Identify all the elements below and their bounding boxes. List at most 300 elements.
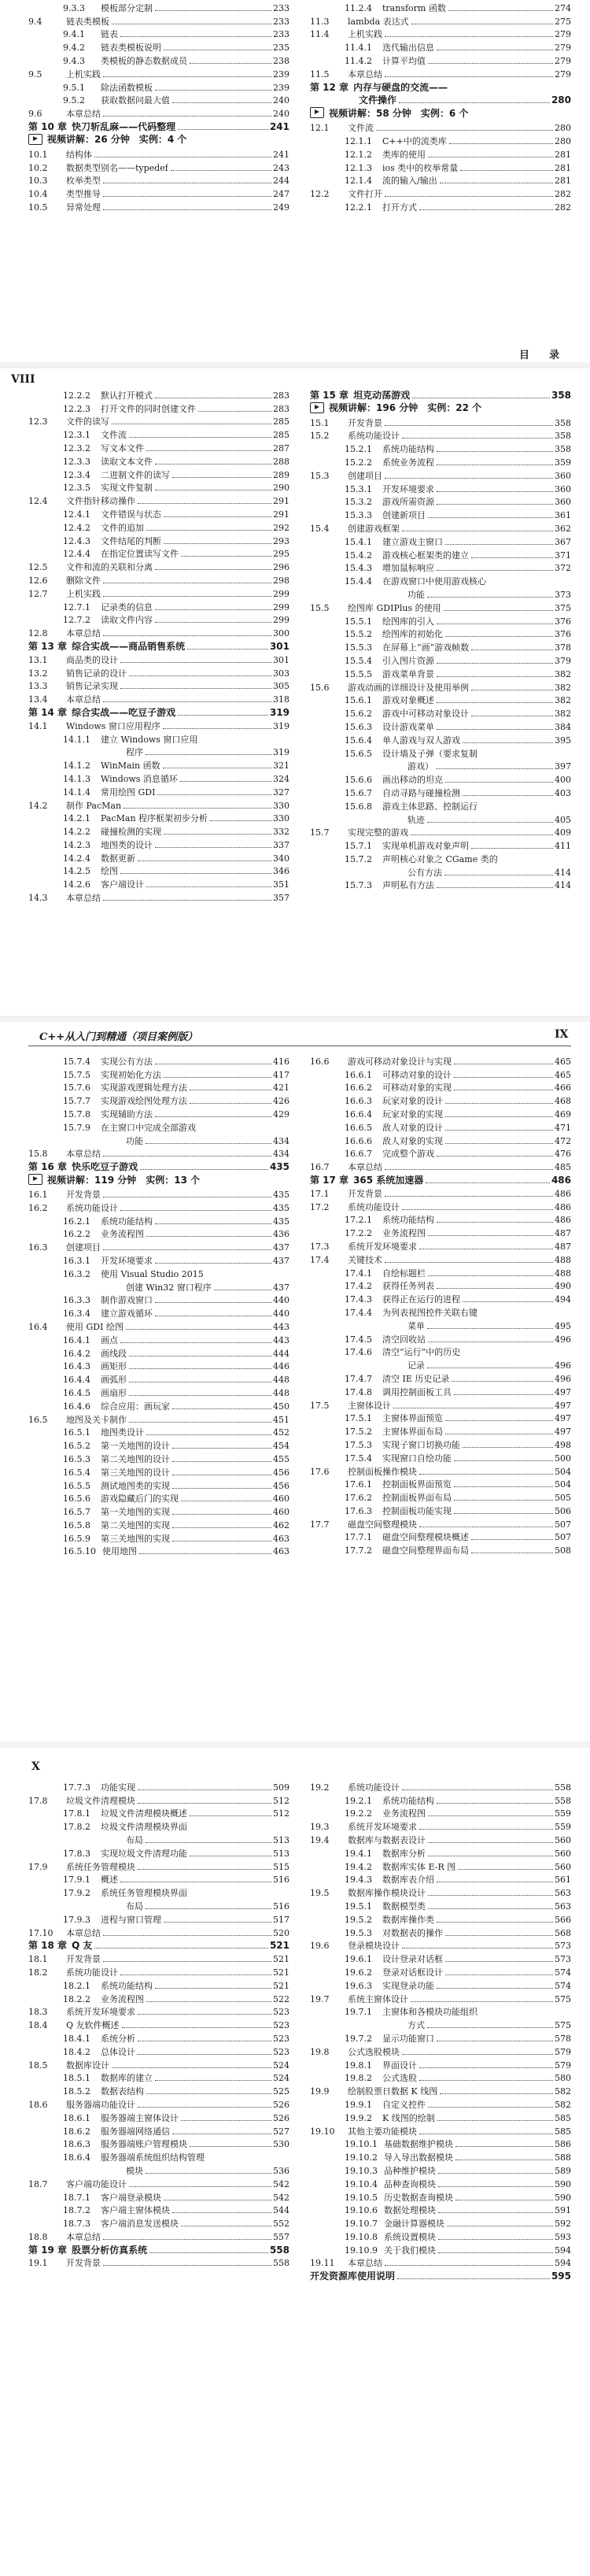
toc-section-entry[interactable] [28, 1412, 289, 1425]
toc-subsection-entry[interactable] [28, 2149, 289, 2163]
toc-subsection-entry[interactable] [28, 1544, 289, 1557]
toc-subsection-entry[interactable] [28, 1819, 289, 1832]
toc-subsection-entry[interactable] [28, 1872, 289, 1886]
toc-section-entry[interactable] [310, 2123, 571, 2137]
toc-section-entry[interactable] [310, 1885, 571, 1898]
toc-subsection-entry[interactable] [28, 1305, 289, 1319]
toc-entry-title: 结构体 [66, 149, 92, 160]
toc-subsection-entry[interactable] [310, 2242, 571, 2256]
toc-section-entry[interactable] [28, 2229, 289, 2242]
toc-section-entry[interactable] [310, 600, 571, 613]
toc-subsection-entry[interactable] [310, 1080, 571, 1094]
toc-section-entry[interactable] [310, 428, 571, 442]
toc-section-entry[interactable] [28, 586, 289, 599]
toc-section-entry[interactable] [310, 1186, 571, 1199]
toc-page-number: 281 [555, 176, 571, 187]
toc-subsection-entry[interactable] [310, 1411, 571, 1424]
toc-subsection-entry[interactable] [28, 1885, 289, 1898]
toc-subsection-entry[interactable] [28, 771, 289, 784]
toc-subsection-entry[interactable] [28, 2203, 289, 2216]
toc-subsection-entry[interactable] [310, 1345, 571, 1358]
toc-subsection-entry[interactable] [28, 1359, 289, 1372]
toc-subsection-entry[interactable] [28, 480, 289, 494]
toc-subsection-entry[interactable] [310, 639, 571, 653]
toc-section-entry[interactable] [310, 468, 571, 481]
toc-subsection-entry[interactable] [28, 2123, 289, 2137]
toc-subsection-entry[interactable] [28, 850, 289, 864]
toc-section-entry[interactable] [28, 2017, 289, 2030]
toc-entry-title: 链表类模板 [66, 16, 109, 27]
toc-page-number: 395 [555, 735, 571, 746]
toc-subsection-entry[interactable] [310, 2004, 571, 2018]
toc-subsection-entry[interactable] [310, 1806, 571, 1819]
toc-subsection-entry[interactable] [28, 731, 289, 745]
toc-subsection-entry[interactable] [310, 1331, 571, 1345]
toc-subsection-entry[interactable] [28, 506, 289, 520]
toc-section-entry[interactable] [310, 1779, 571, 1793]
toc-subsection-entry[interactable] [310, 1978, 571, 1991]
toc-entry-title: 计算平均值 [382, 55, 426, 66]
toc-section-entry[interactable] [310, 120, 571, 133]
toc-subsection-entry[interactable] [310, 573, 571, 587]
toc-entry-number: 10.1 [28, 149, 48, 160]
toc-subsection-entry[interactable] [28, 467, 289, 480]
toc-entry-title: 测试地图类的实现 [101, 1480, 170, 1491]
toc-subsection-entry[interactable] [310, 1542, 571, 1556]
toc-section-entry[interactable] [310, 1938, 571, 1952]
toc-section-entry[interactable] [28, 2256, 289, 2269]
toc-subsection-entry[interactable] [310, 1265, 571, 1279]
toc-subsection-entry[interactable] [310, 2071, 571, 2084]
toc-subsection-entry[interactable] [310, 2017, 571, 2030]
toc-subsection-entry[interactable] [310, 1423, 571, 1437]
toc-section-entry[interactable] [310, 2044, 571, 2057]
toc-entry-number: 10.3 [28, 176, 48, 187]
toc-section-entry[interactable] [28, 625, 289, 638]
toc-subsection-entry[interactable] [310, 2057, 571, 2071]
toc-subsection-entry[interactable] [28, 1106, 289, 1120]
toc-subsection-entry[interactable] [28, 1053, 289, 1067]
toc-leader-dots [385, 1169, 553, 1170]
toc-section-entry[interactable] [28, 1859, 289, 1872]
toc-section-entry[interactable] [28, 572, 289, 586]
toc-subsection-entry[interactable] [28, 453, 289, 467]
toc-subsection-entry[interactable] [28, 1991, 289, 2004]
toc-subsection-entry[interactable] [28, 1266, 289, 1279]
toc-subsection-entry[interactable] [28, 2044, 289, 2057]
toc-entry-number: 17.9.2 [63, 1888, 90, 1899]
toc-entry-number: 12.2 [310, 189, 330, 200]
toc-entry-number: 17.4.4 [345, 1307, 372, 1318]
toc-section-entry[interactable] [28, 1200, 289, 1213]
toc-subsection-entry[interactable] [28, 1779, 289, 1793]
toc-subsection-entry[interactable] [310, 1093, 571, 1106]
toc-subsection-entry[interactable] [310, 1912, 571, 1925]
toc-column-left [28, 0, 289, 213]
toc-entry-title: 创建游戏框架 [348, 523, 400, 534]
toc-section-entry[interactable] [310, 825, 571, 838]
toc-subsection-entry[interactable] [28, 401, 289, 414]
toc-subsection-entry[interactable] [28, 520, 289, 533]
toc-section-entry[interactable] [28, 1793, 289, 1806]
toc-subsection-entry[interactable] [310, 507, 571, 520]
toc-leader-dots [454, 1394, 553, 1395]
toc-subsection-entry[interactable] [28, 599, 289, 613]
toc-subsection-entry[interactable] [310, 1067, 571, 1080]
toc-section-entry[interactable] [310, 520, 571, 534]
toc-section-entry[interactable] [28, 199, 289, 213]
toc-subsection-entry[interactable] [310, 1793, 571, 1806]
toc-section-entry[interactable] [28, 2176, 289, 2189]
toc-subsection-entry[interactable] [28, 387, 289, 401]
toc-page-number: 521 [273, 1954, 289, 1965]
toc-section-entry[interactable] [310, 1238, 571, 1252]
toc-subsection-entry[interactable] [28, 427, 289, 440]
toc-subsection-entry[interactable] [28, 2030, 289, 2044]
toc-section-entry[interactable] [28, 66, 289, 80]
toc-chapter-entry[interactable] [28, 1938, 289, 1952]
toc-subsection-entry[interactable] [310, 798, 571, 812]
toc-subsection-entry[interactable] [28, 2137, 289, 2150]
toc-section-entry[interactable] [28, 1319, 289, 1332]
toc-section-entry[interactable] [310, 13, 571, 27]
toc-leader-dots [438, 2252, 553, 2253]
toc-subsection-entry[interactable] [310, 1503, 571, 1516]
toc-subsection-entry[interactable] [310, 2149, 571, 2163]
toc-chapter-entry[interactable] [310, 93, 571, 106]
toc-subsection-entry[interactable] [28, 784, 289, 798]
toc-subsection-entry[interactable] [310, 2189, 571, 2203]
toc-subsection-entry[interactable] [310, 534, 571, 547]
toc-section-entry[interactable] [310, 1991, 571, 2004]
toc-subsection-entry[interactable] [28, 876, 289, 890]
toc-subsection-entry[interactable] [28, 546, 289, 560]
toc-subsection-entry[interactable] [28, 1464, 289, 1478]
toc-subsection-entry[interactable] [310, 627, 571, 640]
toc-section-entry[interactable] [310, 1832, 571, 1845]
toc-subsection-entry[interactable] [28, 39, 289, 53]
toc-entry-title: 文件的读写 [66, 416, 109, 427]
toc-subsection-entry[interactable] [310, 1872, 571, 1886]
toc-subsection-entry[interactable] [310, 1371, 571, 1384]
toc-section-entry[interactable] [28, 1925, 289, 1938]
toc-entry-title: 实现辅助方法 [101, 1108, 153, 1120]
toc-subsection-entry[interactable] [310, 1845, 571, 1859]
toc-subsection-entry[interactable] [28, 1080, 289, 1094]
toc-subsection-entry[interactable] [310, 481, 571, 494]
toc-subsection-entry[interactable] [310, 1859, 571, 1872]
toc-subsection-entry[interactable] [28, 1385, 289, 1398]
toc-subsection-entry[interactable] [28, 1806, 289, 1819]
toc-subsection-entry[interactable] [310, 1225, 571, 1238]
toc-subsection-entry[interactable] [310, 1106, 571, 1120]
toc-leader-dots [190, 63, 271, 64]
toc-subsection-entry[interactable] [310, 561, 571, 574]
toc-section-entry[interactable] [310, 2256, 571, 2269]
toc-section-entry[interactable] [28, 798, 289, 811]
toc-subsection-entry[interactable] [310, 2097, 571, 2110]
toc-subsection-entry[interactable] [310, 666, 571, 679]
toc-column-right [310, 0, 571, 213]
toc-page-number: 279 [555, 55, 571, 66]
toc-subsection-entry[interactable] [310, 199, 571, 213]
toc-section-entry[interactable] [28, 2004, 289, 2018]
toc-subsection-entry[interactable] [28, 837, 289, 850]
toc-subsection-entry[interactable] [28, 757, 289, 771]
toc-subsection-entry[interactable] [28, 1491, 289, 1505]
toc-section-entry[interactable] [310, 186, 571, 199]
toc-section-entry[interactable] [28, 679, 289, 692]
toc-subsection-entry[interactable] [310, 851, 571, 864]
toc-subsection-entry[interactable] [310, 772, 571, 785]
toc-entry-title: 方式 [407, 2020, 425, 2031]
toc-subsection-entry[interactable] [310, 812, 571, 825]
toc-leader-dots [103, 76, 271, 77]
toc-section-entry[interactable] [28, 652, 289, 665]
toc-chapter-entry[interactable] [310, 80, 571, 93]
toc-subsection-entry[interactable] [28, 1332, 289, 1345]
toc-subsection-entry[interactable] [310, 0, 571, 13]
toc-subsection-entry[interactable] [28, 1478, 289, 1491]
toc-subsection-entry[interactable] [310, 441, 571, 454]
toc-section-entry[interactable] [28, 493, 289, 506]
toc-chapter-entry[interactable] [28, 638, 289, 652]
toc-subsection-entry[interactable] [28, 1093, 289, 1106]
toc-subsection-entry[interactable] [310, 39, 571, 53]
toc-section-entry[interactable] [28, 414, 289, 427]
toc-subsection-entry[interactable] [310, 2203, 571, 2216]
toc-subsection-entry[interactable] [310, 1291, 571, 1305]
toc-subsection-entry[interactable] [310, 1133, 571, 1146]
toc-subsection-entry[interactable] [310, 838, 571, 851]
toc-subsection-entry[interactable] [28, 2083, 289, 2097]
toc-subsection-entry[interactable] [310, 1279, 571, 1292]
toc-section-entry[interactable] [28, 2057, 289, 2071]
toc-subsection-entry[interactable] [310, 732, 571, 746]
toc-section-entry[interactable] [310, 66, 571, 80]
toc-subsection-entry[interactable] [310, 705, 571, 719]
toc-subsection-entry[interactable] [310, 53, 571, 66]
toc-entry-number: 第 19 章 [28, 2244, 68, 2256]
toc-subsection-entry[interactable] [28, 2163, 289, 2176]
toc-subsection-entry[interactable] [28, 1438, 289, 1451]
toc-entry-number: 19.7.1 [345, 2007, 372, 2018]
toc-subsection-entry[interactable] [28, 1120, 289, 1133]
toc-subsection-entry[interactable] [28, 745, 289, 758]
toc-section-entry[interactable] [310, 1159, 571, 1172]
toc-entry-title: 本章总结 [66, 893, 101, 904]
toc-subsection-entry[interactable] [310, 613, 571, 627]
toc-subsection-entry[interactable] [28, 1832, 289, 1845]
toc-subsection-entry[interactable] [28, 811, 289, 824]
toc-section-entry[interactable] [28, 559, 289, 572]
toc-subsection-entry[interactable] [28, 1898, 289, 1912]
toc-subsection-entry[interactable] [28, 1451, 289, 1464]
toc-section-entry[interactable] [28, 186, 289, 199]
toc-section-entry[interactable] [28, 13, 289, 27]
toc-page-number: 417 [273, 1069, 289, 1080]
toc-subsection-entry[interactable] [310, 1437, 571, 1450]
toc-subsection-entry[interactable] [28, 1371, 289, 1385]
toc-subsection-entry[interactable] [28, 1425, 289, 1438]
toc-subsection-entry[interactable] [28, 2110, 289, 2123]
toc-entry-number: 19.10.6 [345, 2205, 378, 2216]
toc-subsection-entry[interactable] [310, 1318, 571, 1331]
toc-subsection-entry[interactable] [28, 864, 289, 877]
toc-section-entry[interactable] [310, 27, 571, 40]
toc-subsection-entry[interactable] [28, 53, 289, 66]
toc-section-entry[interactable] [28, 1239, 289, 1253]
toc-subsection-entry[interactable] [310, 653, 571, 666]
toc-subsection-entry[interactable] [310, 494, 571, 508]
toc-leader-dots [172, 1461, 271, 1462]
toc-subsection-entry[interactable] [310, 146, 571, 160]
toc-subsection-entry[interactable] [310, 1120, 571, 1133]
toc-subsection-entry[interactable] [310, 1898, 571, 1912]
toc-section-entry[interactable] [28, 160, 289, 173]
toc-section-entry[interactable] [310, 1252, 571, 1265]
toc-subsection-entry[interactable] [28, 2215, 289, 2229]
toc-entry-title: 主窗体界面布局 [382, 1427, 443, 1438]
toc-subsection-entry[interactable] [28, 1398, 289, 1412]
toc-subsection-entry[interactable] [28, 93, 289, 106]
toc-subsection-entry[interactable] [310, 1212, 571, 1226]
toc-subsection-entry[interactable] [28, 1845, 289, 1859]
toc-section-entry[interactable] [28, 1951, 289, 1964]
toc-subsection-entry[interactable] [310, 1305, 571, 1318]
toc-page-number: 440 [273, 1308, 289, 1319]
toc-entry-title: 垃圾文件清理模块概述 [101, 1808, 187, 1819]
toc-subsection-entry[interactable] [28, 27, 289, 40]
toc-subsection-entry[interactable] [310, 1925, 571, 1938]
toc-subsection-entry[interactable] [28, 1530, 289, 1544]
toc-subsection-entry[interactable] [28, 1978, 289, 1991]
toc-section-entry[interactable] [310, 1053, 571, 1067]
toc-subsection-entry[interactable] [310, 1490, 571, 1503]
toc-subsection-entry[interactable] [310, 1530, 571, 1543]
toc-leader-dots [458, 1869, 553, 1870]
toc-subsection-entry[interactable] [28, 1067, 289, 1080]
toc-subsection-entry[interactable] [28, 1517, 289, 1530]
toc-chapter-entry[interactable] [28, 2242, 289, 2256]
toc-subsection-entry[interactable] [310, 785, 571, 798]
toc-subsection-entry[interactable] [28, 2071, 289, 2084]
toc-subsection-entry[interactable] [28, 1293, 289, 1306]
toc-subsection-entry[interactable] [310, 1384, 571, 1397]
toc-section-entry[interactable] [28, 1146, 289, 1160]
toc-subsection-entry[interactable] [310, 719, 571, 732]
toc-subsection-entry[interactable] [310, 2229, 571, 2242]
toc-chapter-entry[interactable] [310, 387, 571, 401]
toc-section-entry[interactable] [310, 1199, 571, 1212]
toc-section-entry[interactable] [310, 1516, 571, 1530]
toc-subsection-entry[interactable] [28, 613, 289, 626]
toc-subsection-entry[interactable] [310, 1964, 571, 1978]
toc-subsection-entry[interactable] [310, 173, 571, 187]
toc-subsection-entry[interactable] [310, 2176, 571, 2189]
toc-leader-dots [155, 2080, 271, 2081]
toc-section-entry[interactable] [310, 1819, 571, 1832]
toc-section-entry[interactable] [28, 1186, 289, 1200]
toc-subsection-entry[interactable] [310, 1951, 571, 1964]
toc-section-entry[interactable] [310, 1397, 571, 1411]
toc-subsection-entry[interactable] [310, 1146, 571, 1160]
toc-section-entry[interactable] [28, 718, 289, 731]
toc-page-number: 375 [555, 602, 571, 613]
toc-subsection-entry[interactable] [28, 533, 289, 546]
toc-section-entry[interactable] [28, 1964, 289, 1978]
toc-subsection-entry[interactable] [28, 1912, 289, 1925]
toc-subsection-entry[interactable] [310, 587, 571, 600]
toc-section-entry[interactable] [28, 146, 289, 160]
toc-section-entry[interactable] [28, 665, 289, 679]
toc-subsection-entry[interactable] [310, 759, 571, 772]
toc-subsection-entry[interactable] [310, 133, 571, 146]
toc-subsection-entry[interactable] [28, 0, 289, 13]
toc-subsection-entry[interactable] [310, 160, 571, 173]
toc-subsection-entry[interactable] [310, 2215, 571, 2229]
toc-section-entry[interactable] [310, 415, 571, 428]
toc-subsection-entry[interactable] [310, 1477, 571, 1490]
toc-chapter-entry[interactable] [310, 1172, 571, 1186]
toc-subsection-entry[interactable] [310, 1450, 571, 1464]
toc-entry-title: 读取文件内容 [101, 615, 153, 626]
toc-section-entry[interactable] [310, 1464, 571, 1477]
toc-subsection-entry[interactable] [28, 1227, 289, 1240]
toc-page-number: 296 [273, 562, 289, 573]
toc-page-number: 517 [273, 1914, 289, 1925]
toc-entry-number: 14.1.4 [63, 786, 90, 798]
toc-section-entry[interactable] [28, 105, 289, 119]
toc-subsection-entry[interactable] [310, 878, 571, 891]
toc-section-entry[interactable] [310, 679, 571, 693]
toc-subsection-entry[interactable] [28, 1213, 289, 1227]
toc-subsection-entry[interactable] [28, 1279, 289, 1293]
toc-section-entry[interactable] [28, 2097, 289, 2110]
toc-subsection-entry[interactable] [28, 1345, 289, 1359]
toc-subsection-entry[interactable] [310, 746, 571, 759]
toc-entry-number: 9.3.3 [63, 2, 85, 13]
toc-subsection-entry[interactable] [28, 1133, 289, 1146]
toc-subsection-entry[interactable] [28, 1504, 289, 1517]
toc-chapter-entry[interactable] [310, 2268, 571, 2282]
toc-subsection-entry[interactable] [310, 2137, 571, 2150]
toc-page-number: 485 [555, 1162, 571, 1173]
toc-subsection-entry[interactable] [28, 440, 289, 453]
toc-subsection-entry[interactable] [310, 2163, 571, 2176]
toc-subsection-entry[interactable] [28, 1253, 289, 1266]
toc-subsection-entry[interactable] [28, 80, 289, 93]
toc-chapter-entry[interactable] [28, 119, 289, 132]
toc-subsection-entry[interactable] [310, 2110, 571, 2123]
toc-section-entry[interactable] [28, 173, 289, 187]
toc-subsection-entry[interactable] [310, 454, 571, 468]
toc-subsection-entry[interactable] [310, 864, 571, 878]
toc-chapter-entry[interactable] [28, 1159, 289, 1172]
toc-subsection-entry[interactable] [310, 547, 571, 561]
toc-chapter-entry[interactable] [28, 705, 289, 718]
toc-subsection-entry[interactable] [310, 693, 571, 706]
toc-section-entry[interactable] [28, 691, 289, 705]
toc-subsection-entry[interactable] [310, 2030, 571, 2044]
toc-page-number: 378 [555, 642, 571, 653]
toc-page-number: 452 [273, 1427, 289, 1438]
toc-subsection-entry[interactable] [28, 2189, 289, 2203]
toc-section-entry[interactable] [310, 2083, 571, 2097]
toc-section-entry[interactable] [28, 890, 289, 903]
toc-subsection-entry[interactable] [310, 1357, 571, 1371]
toc-subsection-entry[interactable] [28, 824, 289, 837]
